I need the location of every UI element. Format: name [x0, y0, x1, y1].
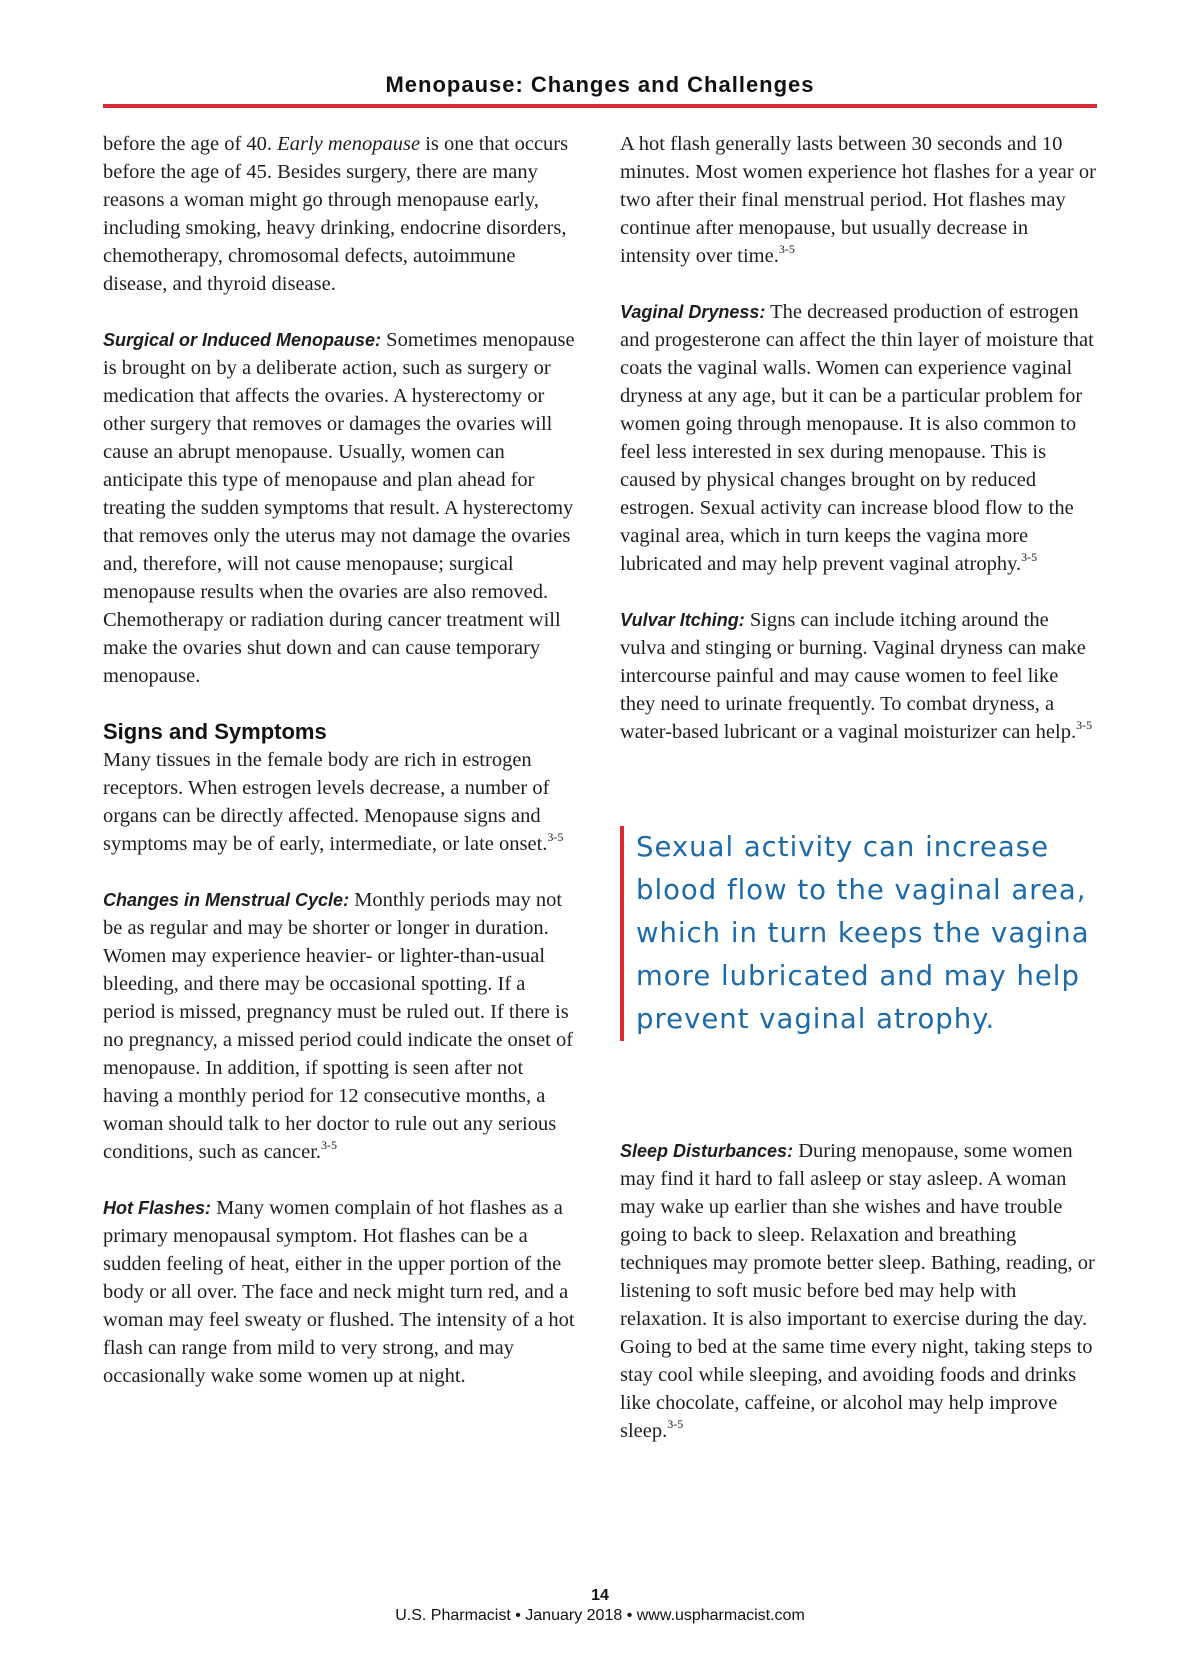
publication-info: U.S. Pharmacist • January 2018 • www.uspharmacist.com: [395, 1607, 805, 1624]
page-footer: [0, 1586, 1200, 1626]
early-menopause-paragraph: before the age of 40. Early menopause is one that occurs before the age of 45. Besides surgery, there are many reasons a woman might go through menopause early, including smoking, heavy drinking, endocrine disorders, chemotherapy, chromosomal defects, autoimmune disease, and thyroid disease.: [103, 133, 569, 295]
vulvar-itching-lead: Vulvar Itching:: [620, 610, 745, 630]
running-header: Menopause: Changes and Challenges: [385, 72, 815, 97]
hot-flashes-lead: Hot Flashes:: [103, 1198, 212, 1218]
signs-symptoms-heading: Signs and Symptoms: [103, 719, 327, 744]
menstrual-cycle-lead: Changes in Menstrual Cycle:: [103, 890, 350, 910]
page-number: 14: [591, 1587, 609, 1604]
vulvar-itching-paragraph: Vulvar Itching: Signs can include itching around the vulva and stinging or burning. Vaginal dryness can make intercourse painful and may cause women to feel like they need to urinate frequently. To combat dryness, a water-based lubricant or a vaginal moisturizer can help.$^{3-5}$: [620, 609, 1093, 743]
reference-superscript: 3-5: [667, 1417, 684, 1431]
reference-superscript: 3-5: [1076, 718, 1093, 732]
vaginal-dryness-lead: Vaginal Dryness:: [620, 302, 766, 322]
header-rule: [103, 104, 1097, 108]
reference-superscript: 3-5: [1021, 550, 1038, 564]
hot-flashes-paragraph: Hot Flashes: Many women complain of hot flashes as a primary menopausal symptom. Hot flashes can be a sudden feeling of heat, either in the upper portion of the body or all over. The face and neck might turn red, and a woman may feel sweaty or flushed. The intensity of a hot flash can range from mild to very strong, and may occasionally wake some women up at night.: [103, 1197, 575, 1387]
pull-quote: Sexual activity can increase blood flow to the vaginal area, which in turn keeps the vagina more lubricated and may help prevent vaginal atrophy.: [620, 826, 1098, 1041]
signs-symptoms-paragraph: Many tissues in the female body are rich in estrogen receptors. When estrogen levels decrease, a number of organs can be directly affected. Menopause signs and symptoms may be of early, intermediate, or late onset.$^{3-5}$: [103, 749, 564, 855]
menstrual-cycle-paragraph: Changes in Menstrual Cycle: Monthly periods may not be as regular and may be shorter or longer in duration. Women may experience heavier- or lighter-than-usual bleeding, and there may be occasional spotting. If a period is missed, pregnancy must be ruled out. If there is no pregnancy, a missed period could indicate the onset of menopause. In addition, if spotting is seen after not having a monthly period for 12 consecutive months, a woman should talk to her doctor to rule out any serious conditions, such as cancer.$^{3-5}$: [103, 889, 574, 1163]
right-column: [620, 130, 1098, 1473]
reference-superscript: 3-5: [547, 830, 564, 844]
vaginal-dryness-paragraph: Vaginal Dryness: The decreased production of estrogen and progesterone can affect the thin layer of moisture that coats the vaginal walls. Women can experience vaginal dryness at any age, but it can be a particular problem for women going through menopause. It is also common to feel less interested in sex during menopause. This is caused by physical changes brought on by reduced estrogen. Sexual activity can increase blood flow to the vaginal area, which in turn keeps the vagina more lubricated and may help prevent vaginal atrophy.$^{3-5}$: [620, 301, 1094, 575]
hot-flash-duration-paragraph: A hot flash generally lasts between 30 seconds and 10 minutes. Most women experience hot flashes for a year or two after their final menstrual period. Hot flashes may continue after menopause, but usually decrease in intensity over time.$^{3-5}$: [620, 133, 1096, 267]
sleep-disturbances-paragraph: Sleep Disturbances: During menopause, some women may find it hard to fall asleep or stay asleep. A woman may wake up earlier than she wishes and have trouble going to back to sleep. Relaxation and breathing techniques may promote better sleep. Bathing, reading, or listening to soft music before bed may help with relaxation. It is also important to exercise during the day. Going to bed at the same time every night, taking steps to stay cool while sleeping, and avoiding foods and drinks like chocolate, caffeine, or alcohol may help improve sleep.$^{3-5}$: [620, 1140, 1095, 1442]
surgical-menopause-paragraph: Surgical or Induced Menopause: Sometimes menopause is brought on by a deliberate action, such as surgery or medication that affects the ovaries. A hysterectomy or other surgery that removes or damages the ovaries will cause an abrupt menopause. Usually, women can anticipate this type of menopause and plan ahead for treating the sudden symptoms that result. A hysterectomy that removes only the uterus may not damage the ovaries and, therefore, will not cause menopause; surgical menopause results when the ovaries are also removed. Chemotherapy or radiation during cancer treatment will make the ovaries shut down and can cause temporary menopause.: [103, 329, 575, 687]
reference-superscript: 3-5: [321, 1138, 338, 1152]
reference-superscript: 3-5: [778, 242, 795, 256]
sleep-disturbances-lead: Sleep Disturbances:: [620, 1141, 794, 1161]
surgical-menopause-lead: Surgical or Induced Menopause:: [103, 330, 382, 350]
left-column: [103, 130, 579, 1418]
